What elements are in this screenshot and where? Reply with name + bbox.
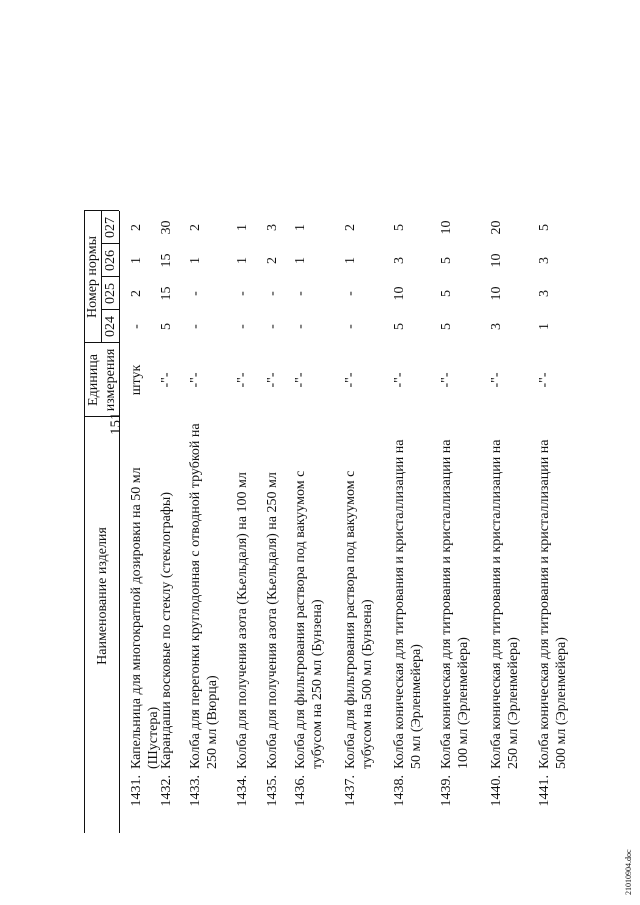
row-number: 1440.: [489, 775, 504, 807]
item-unit: -"-: [439, 372, 454, 388]
item-name: Капельница для многократной дозировки на 50 мл (Шустера): [129, 467, 161, 769]
item-name: Колба для фильтрования раствора под вакуумом с тубусом на 250 мл (Бунзена): [293, 470, 325, 769]
norm-024-value: 5: [159, 323, 174, 330]
norm-025-value: 2: [129, 290, 144, 297]
norm-027-value: 1: [235, 224, 250, 231]
header-norm-group: Номер нормы: [85, 236, 100, 318]
item-name: Колба для фильтрования раствора под вакуумом с тубусом на 500 мл (Бунзена): [343, 470, 375, 769]
header-unit-line1: Единица: [86, 354, 101, 406]
norm-025-value: 15: [159, 286, 174, 301]
norm-025-value: -: [188, 291, 203, 296]
norm-027-value: 20: [489, 220, 504, 235]
norm-024-value: -: [293, 324, 308, 329]
header-norm-026: 026: [103, 250, 118, 271]
norm-027-value: 5: [392, 224, 407, 231]
norm-027-value: 1: [293, 224, 308, 231]
norm-025-value: 5: [439, 290, 454, 297]
norm-027-value: 2: [129, 224, 144, 231]
norm-025-value: -: [343, 291, 358, 296]
norm-024-value: 1: [537, 323, 552, 330]
norms-table: [84, 19, 600, 833]
row-number: 1434.: [235, 775, 250, 807]
norm-024-value: 5: [439, 323, 454, 330]
norm-026-value: 1: [188, 257, 203, 264]
item-unit: -"-: [489, 372, 504, 388]
item-unit: -"-: [293, 372, 308, 388]
item-unit: штук: [129, 364, 144, 396]
item-unit: -"-: [392, 372, 407, 388]
row-number: 1431.: [129, 775, 144, 807]
item-name: Колба для перегонки круглодонная с отводной трубкой на 250 мл (Вюрца): [188, 423, 220, 769]
norm-026-value: 1: [343, 257, 358, 264]
norm-024-value: 5: [392, 323, 407, 330]
header-bottom-border: [119, 211, 120, 833]
norm-027-value: 10: [439, 220, 454, 235]
norm-026-value: 2: [265, 257, 280, 264]
row-number: 1435.: [265, 775, 280, 807]
header-name: Наименование изделия: [95, 527, 110, 665]
norm-025-value: 10: [392, 286, 407, 301]
norm-024-value: -: [235, 324, 250, 329]
item-name: Колба коническая для титрования и кристаллизации на 50 мл (Эрленмейера): [392, 439, 424, 769]
item-unit: -"-: [265, 372, 280, 388]
item-unit: -"-: [159, 372, 174, 388]
norm-024-value: -: [188, 324, 203, 329]
item-name: Колба коническая для титрования и кристаллизации на 100 мл (Эрленмейера): [439, 439, 471, 769]
footer-filename: 21010904.doc: [624, 849, 633, 895]
row-number: 1432.: [159, 775, 174, 807]
norm-027-value: 5: [537, 224, 552, 231]
norm-024-value: -: [129, 324, 144, 329]
norm-025-value: -: [235, 291, 250, 296]
row-number: 1433.: [188, 775, 203, 807]
norm-027-value: 3: [265, 224, 280, 231]
norm-025-value: 3: [537, 290, 552, 297]
norm-026-value: 10: [489, 253, 504, 268]
item-name: Колба для получения азота (Кьельдаля) на 100 мл: [235, 472, 250, 769]
row-number: 1441.: [537, 775, 552, 807]
norm-026-value: 5: [439, 257, 454, 264]
norm-024-value: -: [265, 324, 280, 329]
norm-025-value: 10: [489, 286, 504, 301]
header-norm-027: 027: [103, 217, 118, 238]
header-norm-025: 025: [103, 283, 118, 304]
item-unit: -"-: [343, 372, 358, 388]
item-unit: -"-: [188, 372, 203, 388]
norm-025-value: -: [265, 291, 280, 296]
item-name: Колба коническая для титрования и кристаллизации на 500 мл (Эрленмейера): [537, 439, 569, 769]
norm-027-value: 30: [159, 220, 174, 235]
norm-026-value: 3: [537, 257, 552, 264]
header-unit-line2: измерения: [103, 348, 118, 412]
norm-026-value: 1: [129, 257, 144, 264]
row-number: 1436.: [293, 775, 308, 807]
item-name: Карандаши восковые по стеклу (стеклографы): [159, 492, 174, 769]
row-number: 1438.: [392, 775, 407, 807]
norm-026-value: 15: [159, 253, 174, 268]
norm-024-value: -: [343, 324, 358, 329]
header-norm-024: 024: [103, 316, 118, 337]
norm-026-value: 1: [293, 257, 308, 264]
norm-027-value: 2: [188, 224, 203, 231]
item-name: Колба коническая для титрования и кристаллизации на 250 мл (Эрленмейера): [489, 439, 521, 769]
norm-026-value: 1: [235, 257, 250, 264]
norm-026-value: 3: [392, 257, 407, 264]
norm-027-value: 2: [343, 224, 358, 231]
item-unit: -"-: [235, 372, 250, 388]
row-number: 1439.: [439, 775, 454, 807]
item-unit: -"-: [537, 372, 552, 388]
norm-025-value: -: [293, 291, 308, 296]
item-name: Колба для получения азота (Кьельдаля) на 250 мл: [265, 472, 280, 769]
norm-024-value: 3: [489, 323, 504, 330]
row-number: 1437.: [343, 775, 358, 807]
page-number: 151: [108, 412, 124, 435]
